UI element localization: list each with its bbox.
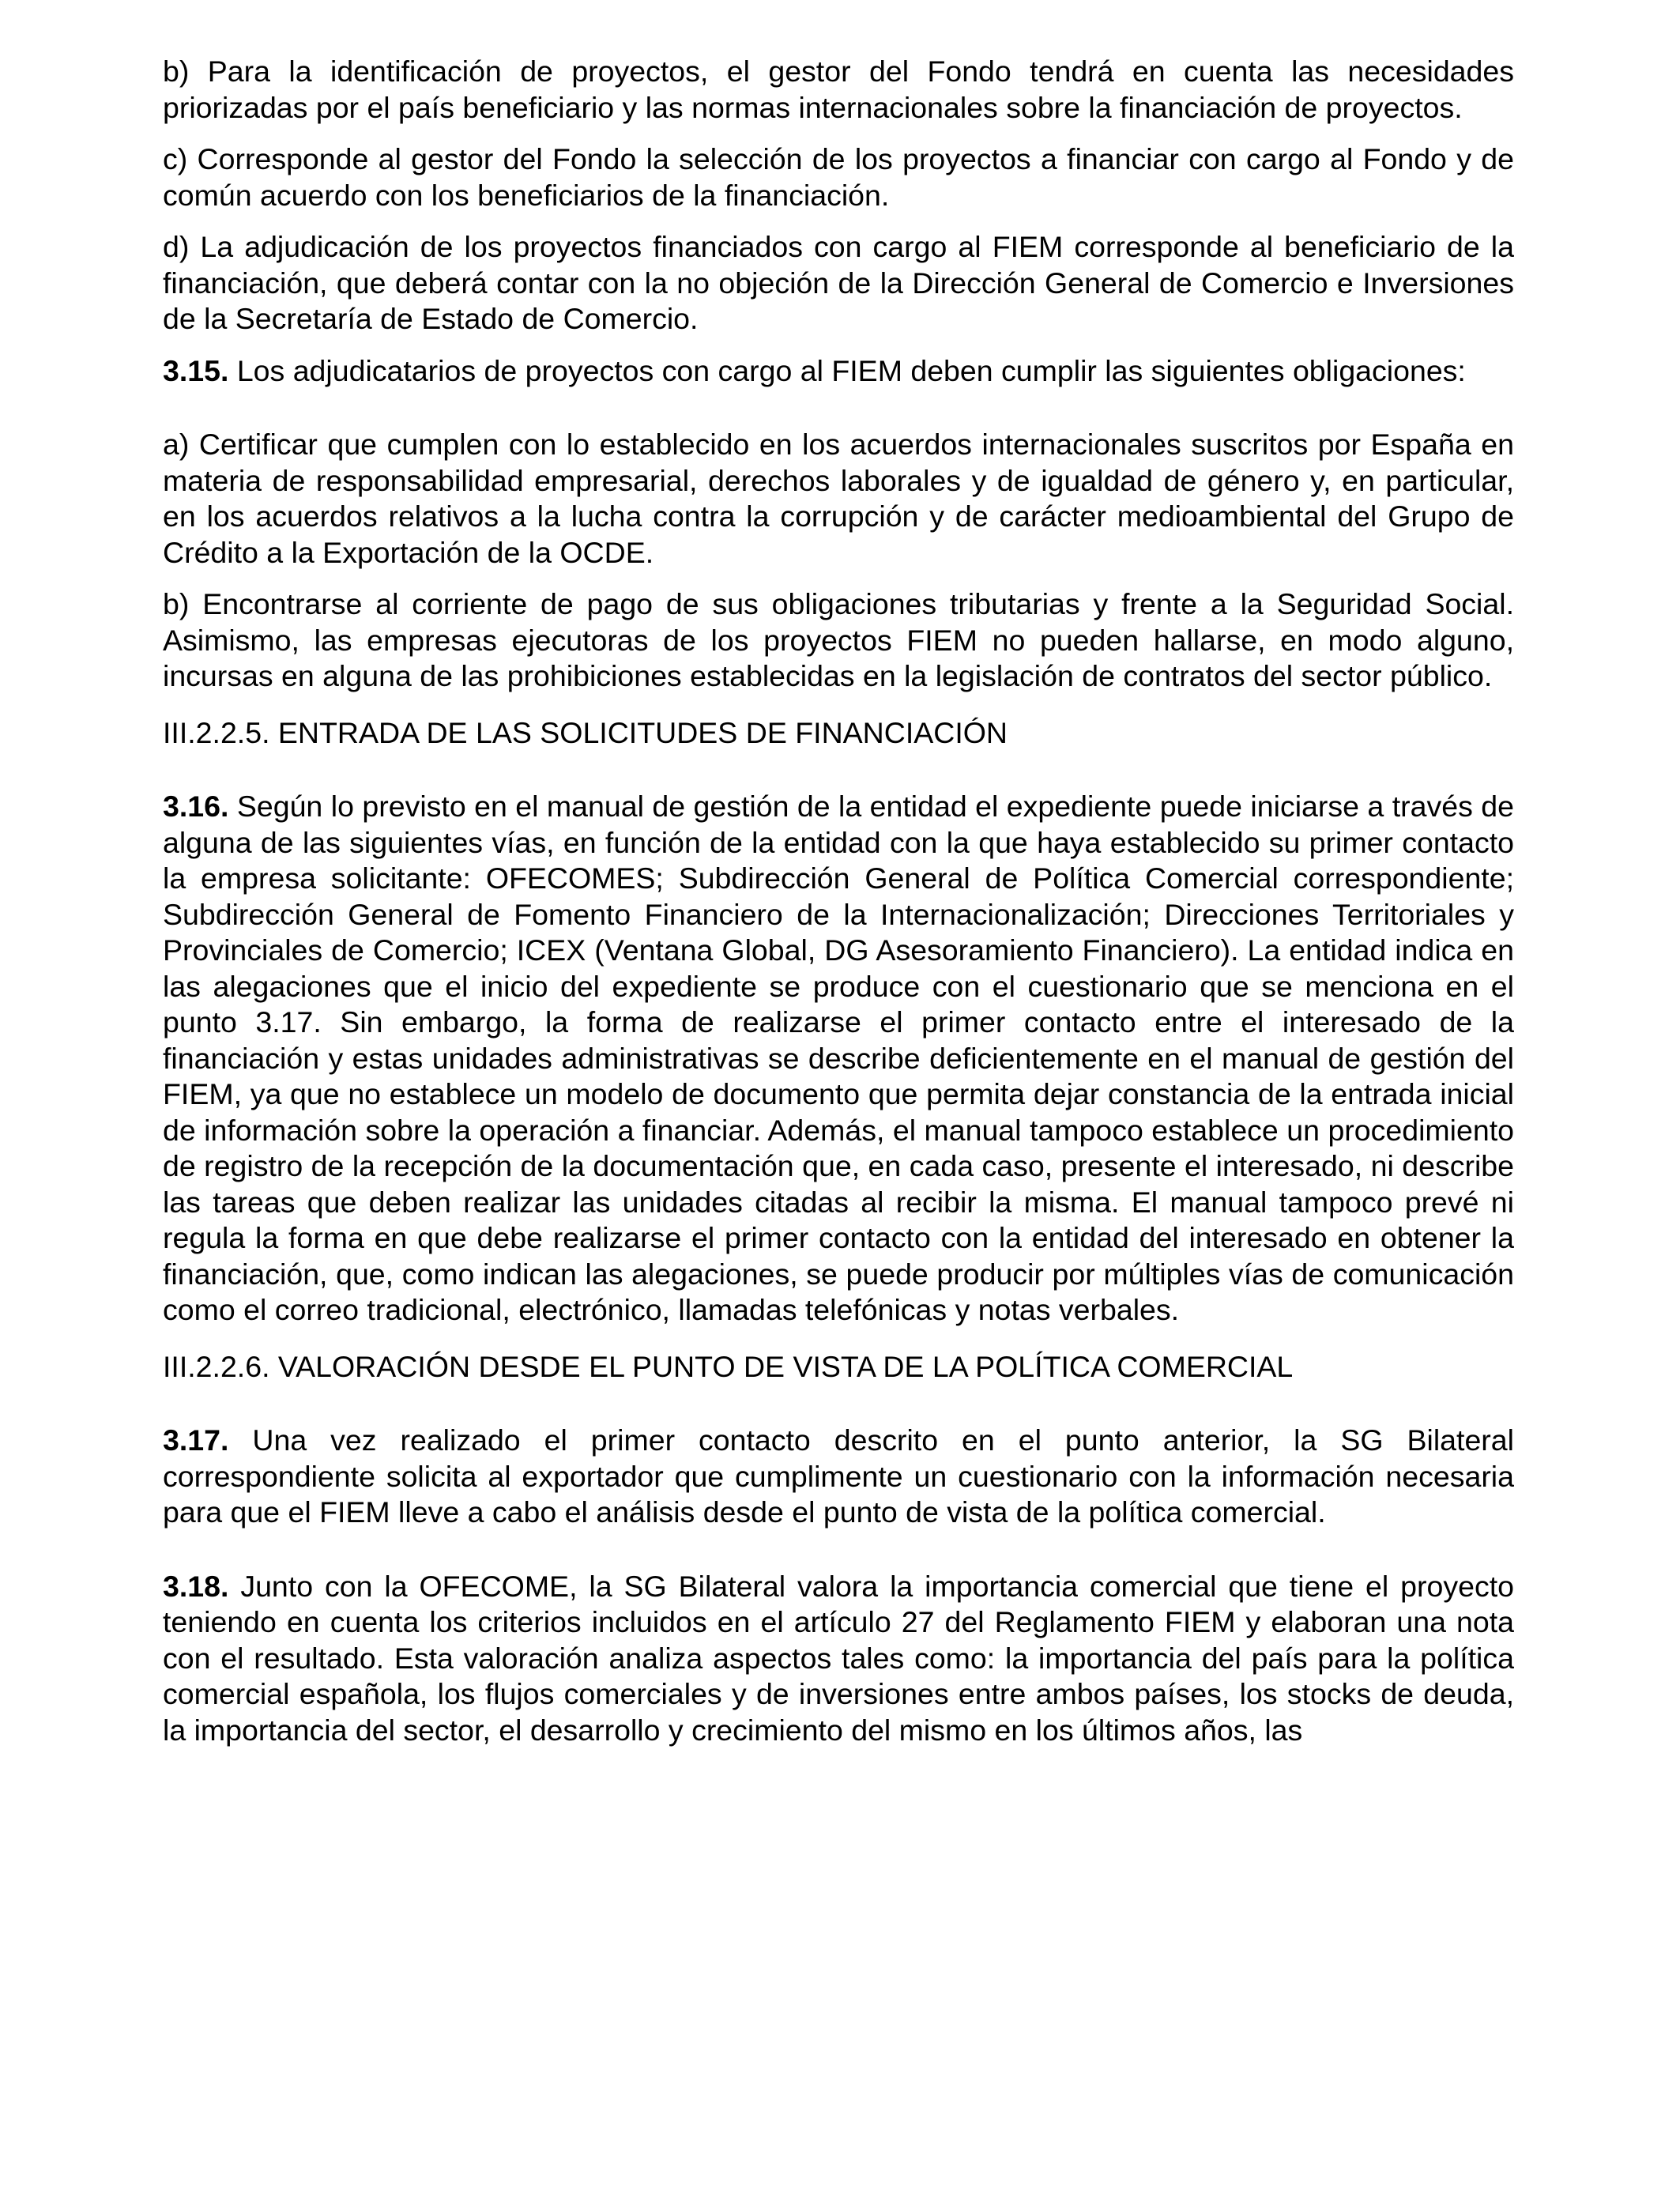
paragraph-3-16: [163, 789, 1514, 1329]
paragraph-text: Los adjudicatarios de proyectos con cargo al FIEM deben cumplir las siguientes obligaciones:: [228, 353, 1466, 387]
paragraph-number: 3.18.: [163, 1569, 229, 1603]
paragraph-3-15: [163, 353, 1514, 390]
paragraph-d-adjudicacion-proyectos: d) La adjudicación de los proyectos financiados con cargo al FIEM corresponde al beneficiario de la financiación, que deberá contar con la no objeción de la Dirección General de Comercio e Inversiones de la Secretaría de Estado de Comercio.: [163, 230, 1514, 335]
paragraph-c-seleccion-proyectos: c) Corresponde al gestor del Fondo la selección de los proyectos a financiar con cargo al Fondo y de común acuerdo con los beneficiarios de la financiación.: [163, 142, 1514, 212]
paragraph-text: Según lo previsto en el manual de gestión de la entidad el expediente puede iniciarse a través de alguna de las siguientes vías, en función de la entidad con la que haya establecido su primer contacto la empresa solicitante: OFECOMES; Subdirección General de Política Comercial correspondiente; Subdirección General de Fomento Financiero de la Internacionalización; Direcciones Territoriales y Provinciales de Comercio; ICEX (Ventana Global, DG Asesoramiento Financiero). La entidad indica en las alegaciones que el inicio del expediente se produce con el cuestionario que se menciona en el punto 3.17. Sin embargo, la forma de realizarse el primer contacto entre el interesado de la financiación y estas unidades administrativas se describe deficientemente en el manual de gestión del FIEM, ya que no establece un modelo de documento que permita dejar constancia de la entrada inicial de información sobre la operación a financiar. Además, el manual tampoco establece un procedimiento de registro de la recepción de la documentación que, en cada caso, presente el interesado, ni describe las tareas que deben realizar las unidades citadas al recibir la misma. El manual tampoco prevé ni regula la forma en que debe realizarse el primer contacto con la entidad del interesado en obtener la financiación, que, como indican las alegaciones, se puede producir por múltiples vías de comunicación como el correo tradicional, electrónico, llamadas telefónicas y notas verbales.: [163, 790, 1514, 1326]
paragraph-3-18: [163, 1569, 1514, 1749]
paragraph-text: Una vez realizado el primer contacto descrito en el punto anterior, la SG Bilateral correspondiente solicita al exportador que cumplimente un cuestionario con la información necesaria para que el FIEM lleve a cabo el análisis desde el punto de vista de la política comercial.: [163, 1423, 1514, 1529]
paragraph-b-identificacion-proyectos: b) Para la identificación de proyectos, el gestor del Fondo tendrá en cuenta las necesidades priorizadas por el país beneficiario y las normas internacionales sobre la financiación de proyectos.: [163, 55, 1514, 124]
paragraph-3-17: [163, 1423, 1514, 1531]
paragraph-number: 3.16.: [163, 790, 229, 823]
paragraph-number: 3.15.: [163, 353, 229, 387]
paragraph-a-certificar: a) Certificar que cumplen con lo establecido en los acuerdos internacionales suscritos por España en materia de responsabilidad empresarial, derechos laborales y de igualdad de género y, en particular, en los acuerdos relativos a la lucha contra la corrupción y de carácter medioambiental del Grupo de Crédito a la Exportación de la OCDE.: [163, 428, 1514, 569]
paragraph-b-corriente-pago: b) Encontrarse al corriente de pago de sus obligaciones tributarias y frente a la Seguridad Social. Asimismo, las empresas ejecutoras de los proyectos FIEM no pueden hallarse, en modo alguno, incursas en alguna de las prohibiciones establecidas en la legislación de contratos del sector público.: [163, 587, 1514, 692]
section-heading-iii-2-2-5: III.2.2.5. ENTRADA DE LAS SOLICITUDES DE FINANCIACIÓN: [163, 715, 1008, 749]
paragraph-text: Junto con la OFECOME, la SG Bilateral valora la importancia comercial que tiene el proyecto teniendo en cuenta los criterios incluidos en el artículo 27 del Reglamento FIEM y elaboran una nota con el resultado. Esta valoración analiza aspectos tales como: la importancia del país para la política comercial española, los flujos comerciales y de inversiones entre ambos países, los stocks de deuda, la importancia del sector, el desarrollo y crecimiento del mismo en los últimos años, las: [163, 1569, 1514, 1747]
paragraph-number: 3.17.: [163, 1423, 229, 1457]
document-page: [163, 54, 1514, 1748]
section-heading-iii-2-2-6: III.2.2.6. VALORACIÓN DESDE EL PUNTO DE VISTA DE LA POLÍTICA COMERCIAL: [163, 1349, 1294, 1383]
